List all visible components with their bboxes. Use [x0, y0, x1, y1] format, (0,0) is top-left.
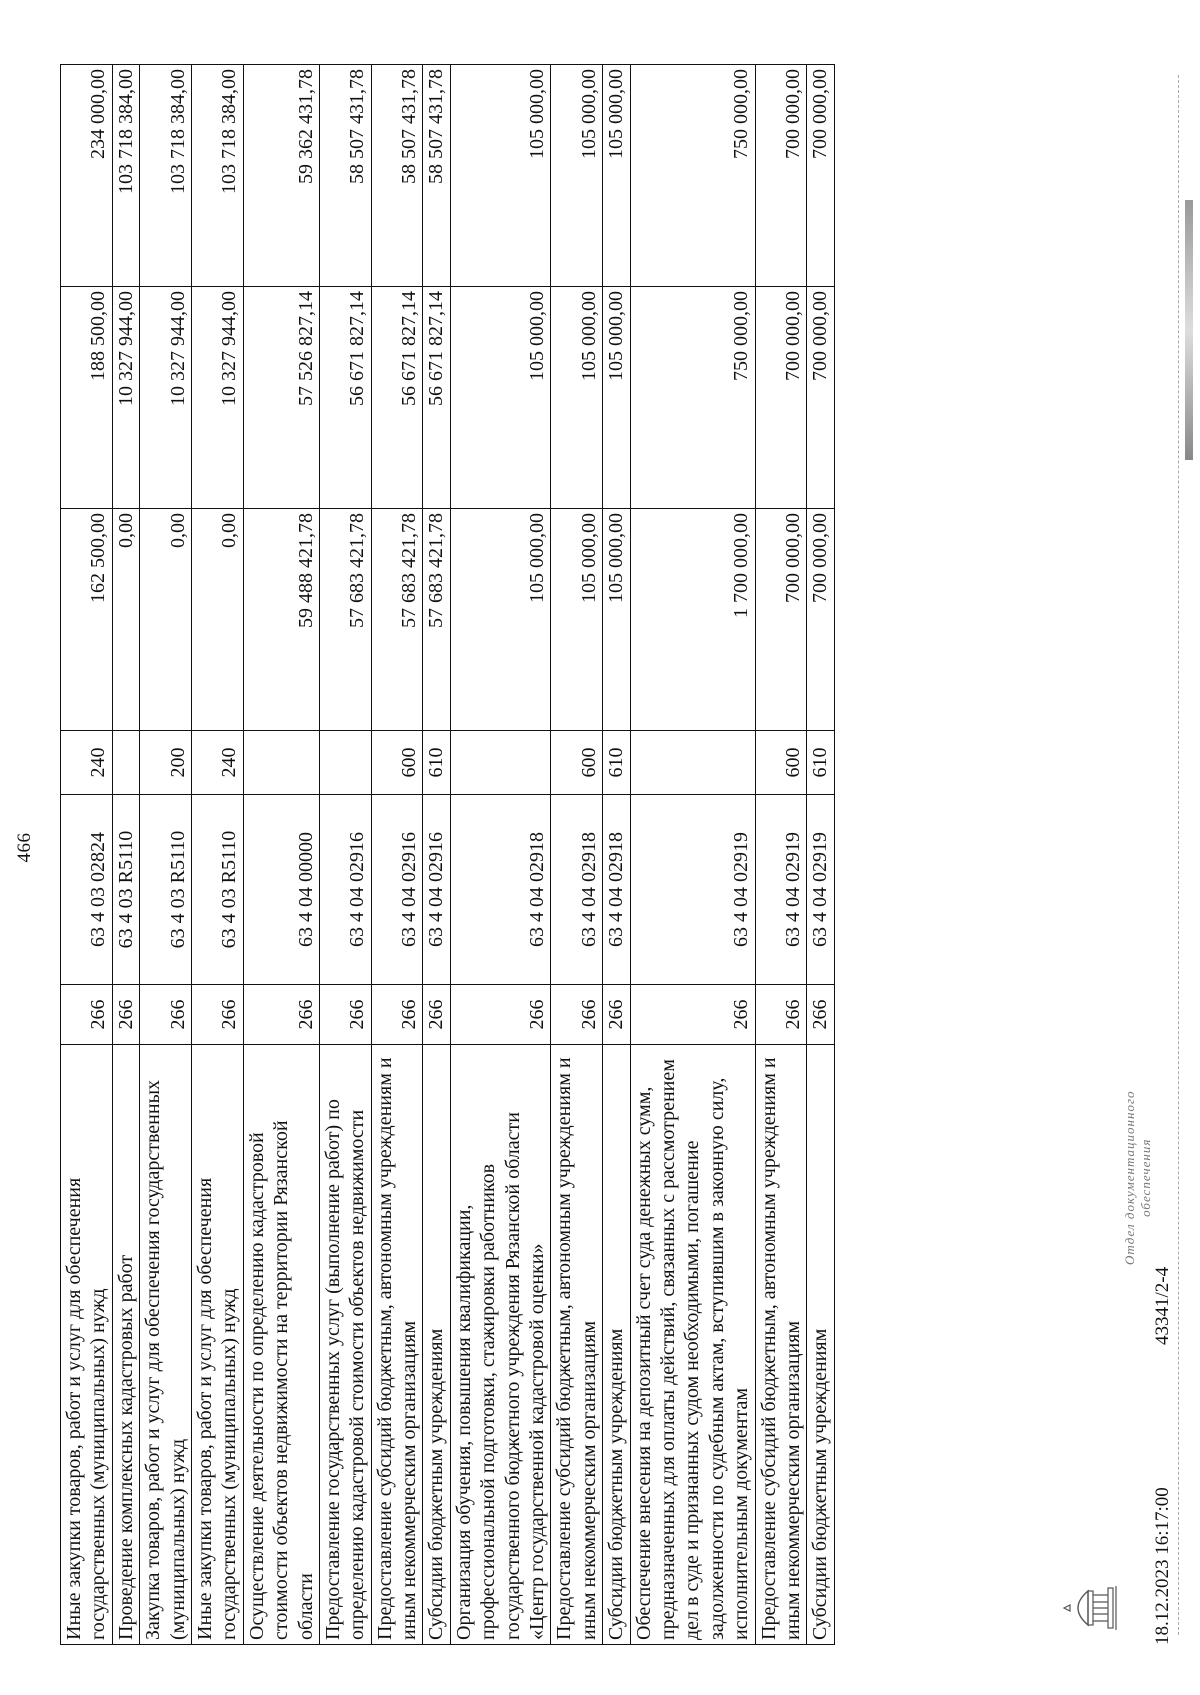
row-target-article: 63 4 04 02919 — [755, 795, 807, 985]
row-amount-2026: 58 507 431,78 — [423, 65, 450, 287]
row-target-article: 63 4 04 02919 — [630, 795, 755, 985]
footer-date: 18.12.2023 16:17:00 — [1152, 1487, 1173, 1645]
row-amount-2024: 700 000,00 — [807, 509, 834, 731]
row-target-article: 63 4 04 02918 — [603, 795, 630, 985]
row-target-article: 63 4 04 02916 — [371, 795, 423, 985]
row-amount-2024: 105 000,00 — [551, 509, 603, 731]
row-target-article: 63 4 04 02916 — [319, 795, 371, 985]
row-expense-type: 240 — [191, 731, 243, 795]
table-row — [450, 65, 551, 1645]
row-amount-2024: 105 000,00 — [450, 509, 551, 731]
row-amount-2025: 188 500,00 — [61, 287, 113, 509]
page-number: 466 — [14, 832, 35, 863]
table-row — [243, 65, 319, 1645]
row-amount-2026: 750 000,00 — [630, 65, 755, 287]
row-expense-type — [450, 731, 551, 795]
table-row — [61, 65, 113, 1645]
row-name: Субсидии бюджетным учреждениям — [603, 1045, 630, 1645]
row-ministry-code: 266 — [61, 985, 113, 1045]
row-target-article: 63 4 03 R5110 — [140, 795, 192, 985]
row-expense-type: 200 — [140, 731, 192, 795]
table-row — [630, 65, 755, 1645]
table-row — [319, 65, 371, 1645]
row-amount-2024: 57 683 421,78 — [319, 509, 371, 731]
budget-table — [60, 64, 835, 1645]
row-target-article: 63 4 04 02918 — [551, 795, 603, 985]
row-name: Субсидии бюджетным учреждениям — [807, 1045, 834, 1645]
row-amount-2024: 0,00 — [112, 509, 139, 731]
row-ministry-code: 266 — [319, 985, 371, 1045]
row-ministry-code: 266 — [371, 985, 423, 1045]
row-ministry-code: 266 — [112, 985, 139, 1045]
row-ministry-code: 266 — [450, 985, 551, 1045]
row-target-article: 63 4 04 02919 — [807, 795, 834, 985]
scan-artifact-bar — [1185, 200, 1193, 460]
row-amount-2026: 103 718 384,00 — [191, 65, 243, 287]
row-amount-2024: 162 500,00 — [61, 509, 113, 731]
table-row — [551, 65, 603, 1645]
row-ministry-code: 266 — [140, 985, 192, 1045]
table-row — [755, 65, 807, 1645]
row-name: Обеспечение внесения на депозитный счет суда денежных сумм, предназначенных для оплаты действий, связанных с рассмотрением дел в суде и признанных судом необходимыми, погашение задолженности по судебным актам, вступившим в законную силу, исполнительным документам — [630, 1045, 755, 1645]
department-stamp — [1122, 1090, 1155, 1265]
table-row — [807, 65, 834, 1645]
table-row — [191, 65, 243, 1645]
row-name: Предоставление субсидий бюджетным, автономным учреждениям и иным некоммерческим организациям — [755, 1045, 807, 1645]
row-ministry-code: 266 — [551, 985, 603, 1045]
table-row — [603, 65, 630, 1645]
row-expense-type: 600 — [755, 731, 807, 795]
row-amount-2026: 234 000,00 — [61, 65, 113, 287]
row-expense-type: 610 — [807, 731, 834, 795]
row-amount-2024: 105 000,00 — [603, 509, 630, 731]
row-ministry-code: 266 — [807, 985, 834, 1045]
row-amount-2026: 105 000,00 — [551, 65, 603, 287]
row-expense-type — [112, 731, 139, 795]
row-amount-2025: 750 000,00 — [630, 287, 755, 509]
row-amount-2025: 700 000,00 — [755, 287, 807, 509]
row-amount-2026: 700 000,00 — [755, 65, 807, 287]
stamp-line-1: Отдел документационного — [1122, 1090, 1137, 1265]
table-row — [423, 65, 450, 1645]
row-amount-2025: 56 671 827,14 — [423, 287, 450, 509]
row-expense-type — [630, 731, 755, 795]
row-ministry-code: 266 — [191, 985, 243, 1045]
row-target-article: 63 4 03 R5110 — [112, 795, 139, 985]
row-amount-2026: 58 507 431,78 — [371, 65, 423, 287]
row-amount-2025: 105 000,00 — [603, 287, 630, 509]
row-amount-2025: 56 671 827,14 — [319, 287, 371, 509]
row-name: Иные закупки товаров, работ и услуг для обеспечения государственных (муниципальных) нужд — [191, 1045, 243, 1645]
row-amount-2025: 10 327 944,00 — [112, 287, 139, 509]
row-name: Проведение комплексных кадастровых работ — [112, 1045, 139, 1645]
table-row — [112, 65, 139, 1645]
row-target-article: 63 4 03 R5110 — [191, 795, 243, 985]
row-amount-2024: 59 488 421,78 — [243, 509, 319, 731]
row-amount-2026: 59 362 431,78 — [243, 65, 319, 287]
row-expense-type — [243, 731, 319, 795]
row-name: Предоставление субсидий бюджетным, автономным учреждениям и иным некоммерческим организациям — [551, 1045, 603, 1645]
row-expense-type — [319, 731, 371, 795]
row-name: Предоставление государственных услуг (выполнение работ) по определению кадастровой стоимости объектов недвижимости — [319, 1045, 371, 1645]
row-name: Иные закупки товаров, работ и услуг для обеспечения государственных (муниципальных) нужд — [61, 1045, 113, 1645]
row-ministry-code: 266 — [755, 985, 807, 1045]
row-name: Организация обучения, повышения квалификации, профессиональной подготовки, стажировки работников государственного бюджетного учреждения Рязанской области «Центр государственной кадастровой оценки» — [450, 1045, 551, 1645]
row-amount-2026: 103 718 384,00 — [112, 65, 139, 287]
row-target-article: 63 4 04 00000 — [243, 795, 319, 985]
row-amount-2024: 0,00 — [140, 509, 192, 731]
footer-doc-code: 43341/2-4 — [1152, 1266, 1173, 1345]
duma-emblem-icon — [1062, 1585, 1120, 1631]
row-name: Субсидии бюджетным учреждениям — [423, 1045, 450, 1645]
row-ministry-code: 266 — [423, 985, 450, 1045]
row-amount-2026: 58 507 431,78 — [319, 65, 371, 287]
row-amount-2025: 56 671 827,14 — [371, 287, 423, 509]
row-amount-2024: 57 683 421,78 — [423, 509, 450, 731]
table-row — [371, 65, 423, 1645]
scan-edge-line — [1178, 75, 1180, 1635]
row-amount-2025: 700 000,00 — [807, 287, 834, 509]
row-amount-2026: 700 000,00 — [807, 65, 834, 287]
row-amount-2025: 105 000,00 — [551, 287, 603, 509]
row-expense-type: 600 — [371, 731, 423, 795]
row-ministry-code: 266 — [243, 985, 319, 1045]
row-amount-2026: 103 718 384,00 — [140, 65, 192, 287]
row-expense-type: 600 — [551, 731, 603, 795]
row-amount-2026: 105 000,00 — [603, 65, 630, 287]
row-amount-2026: 105 000,00 — [450, 65, 551, 287]
table-row — [140, 65, 192, 1645]
row-amount-2024: 1 700 000,00 — [630, 509, 755, 731]
row-amount-2024: 57 683 421,78 — [371, 509, 423, 731]
row-name: Предоставление субсидий бюджетным, автономным учреждениям и иным некоммерческим организациям — [371, 1045, 423, 1645]
row-amount-2025: 10 327 944,00 — [191, 287, 243, 509]
row-amount-2024: 700 000,00 — [755, 509, 807, 731]
row-expense-type: 610 — [603, 731, 630, 795]
row-amount-2025: 105 000,00 — [450, 287, 551, 509]
row-ministry-code: 266 — [603, 985, 630, 1045]
row-name: Осуществление деятельности по определению кадастровой стоимости объектов недвижимости на территории Рязанской области — [243, 1045, 319, 1645]
row-target-article: 63 4 03 02824 — [61, 795, 113, 985]
row-expense-type: 610 — [423, 731, 450, 795]
row-ministry-code: 266 — [630, 985, 755, 1045]
row-amount-2025: 57 526 827,14 — [243, 287, 319, 509]
row-target-article: 63 4 04 02916 — [423, 795, 450, 985]
stamp-line-2: обеспечения — [1138, 1138, 1154, 1217]
row-amount-2025: 10 327 944,00 — [140, 287, 192, 509]
row-target-article: 63 4 04 02918 — [450, 795, 551, 985]
row-amount-2024: 0,00 — [191, 509, 243, 731]
row-name: Закупка товаров, работ и услуг для обеспечения государственных (муниципальных) нужд — [140, 1045, 192, 1645]
row-expense-type: 240 — [61, 731, 113, 795]
